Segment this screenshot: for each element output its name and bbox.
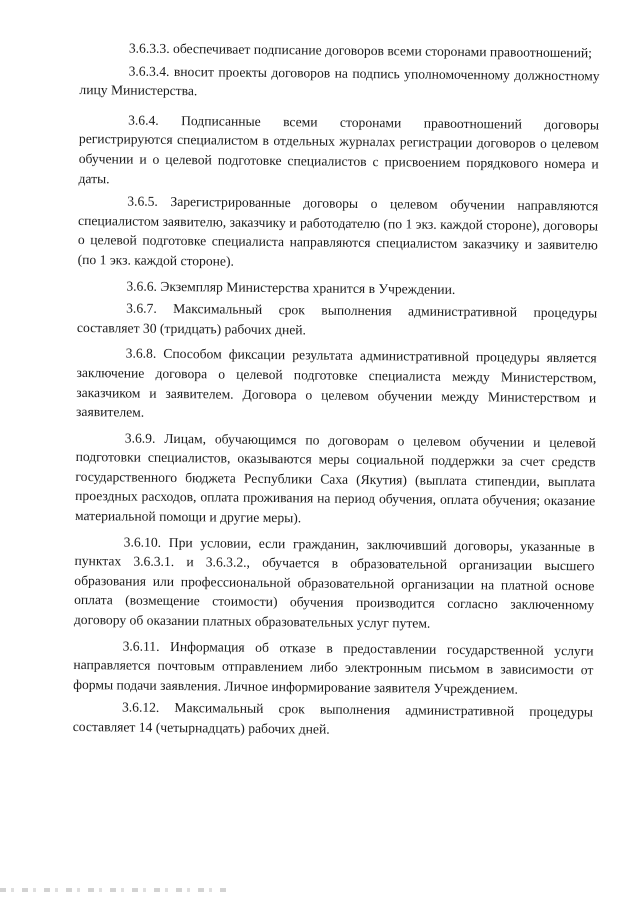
paragraph-3-6-9: 3.6.9. Лицам, обучающимся по договорам о целевом обучении и целевой подготовки специалистов, оказываются меры социальной поддержки за счет средств государственного бюджета Республики Саха (Якутия) (выплата стипендии, выплата проездных расходов, оплата проживания на период обучения, оплата обучения; оказание материальной помощи и другие меры). [74,430,596,526]
paragraph-3-6-8: 3.6.8. Способом фиксации результата административной процедуры является заключение договора о целевой подготовке специалиста между Министерством, заказчиком и заявителем. Договора о целевом обучении между Министерством и заявителем. [76,345,597,420]
document-page [73,38,600,742]
paragraph-3-6-10: 3.6.10. При условии, если гражданин, заключивший договоры, указанные в пунктах 3.6.3.1. и 3.6.3.2., обучается в образовательной организации высшего образования или профессиональной образовательной организации на платной основе оплата (возмещение стоимости) обучения производится согласно заключенному договору об оказании платных образовательных услуг путем. [73,534,595,631]
paragraph-3-6-4: 3.6.4. Подписанные всеми сторонами правоотношений договоры регистрируются специалистом в отдельных журналах регистрации договоров о целевом обучении и о целевой подготовке специалистов с присвоением порядкового номера и даты. [78,112,600,186]
scan-artifact [0,888,230,892]
paragraph-3-6-3-3: 3.6.3.3. обеспечивает подписание договоров всеми сторонами правоотношений; [128,40,593,61]
paragraph-3-6-12: 3.6.12. Максимальный срок выполнения административной процедуры составляет 14 (четырнадцать) рабочих дней. [72,699,594,737]
paragraph-3-6-5: 3.6.5. Зарегистрированные договоры о целевом обучении направляются специалистом заявителю, заказчику и работодателю (по 1 экз. каждой стороне), договоры о целевой подготовке специалиста направляются специалистом заказчику и заявителю (по 1 экз. каждой стороне). [77,193,599,269]
paragraph-3-6-3-4: 3.6.3.4. вносит проекты договоров на подпись уполномоченному должностному лицу Министерства. [79,63,600,99]
paragraph-3-6-7: 3.6.7. Максимальный срок выполнения административной процедуры составляет 30 (тридцать) рабочих дней. [76,300,598,338]
paragraph-3-6-6: 3.6.6. Экземпляр Министерства хранится в Учреждении. [126,278,456,297]
paragraph-3-6-11: 3.6.11. Информация об отказе в предоставлении государственной услуги направляется почтовым отправлением либо электронным письмом в зависимости от формы подачи заявления. Личное информирование заявителя Учреждением. [73,638,594,697]
